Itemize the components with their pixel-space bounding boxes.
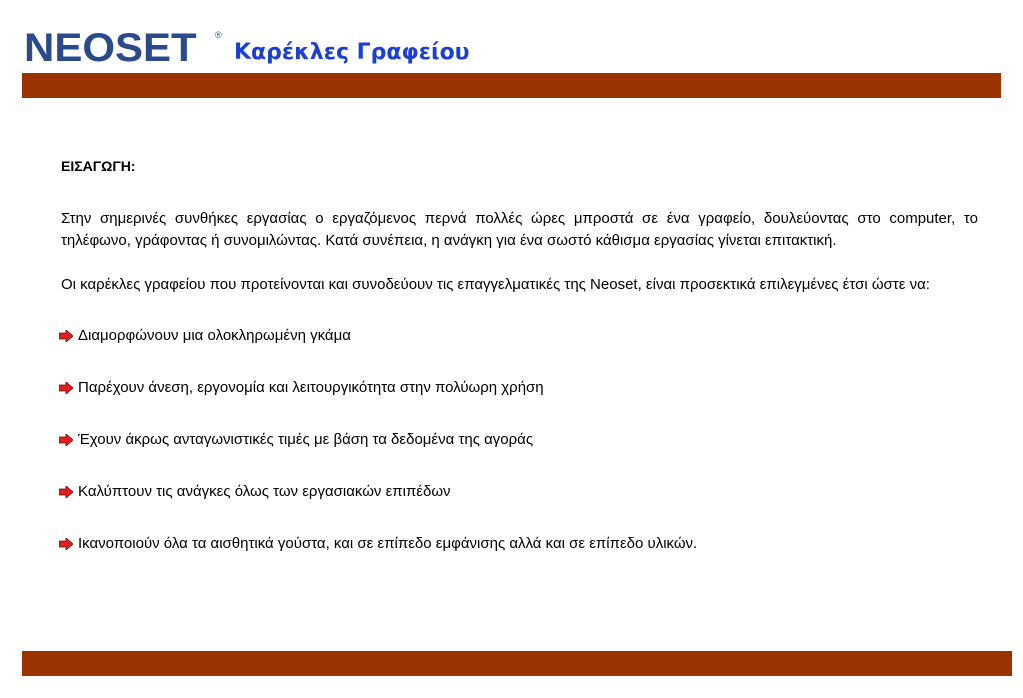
list-item-text: Έχουν άκρως ανταγωνιστικές τιμές με βάση τα δεδομένα της αγοράς — [78, 431, 534, 448]
section-heading: ΕΙΣΑΓΩΓΗ: — [61, 158, 136, 174]
list-item — [61, 429, 978, 451]
neoset-logo: NEOSET — [24, 26, 197, 70]
main-content — [61, 155, 978, 585]
header-bar — [22, 73, 1001, 98]
list-item-text: Παρέχουν άνεση, εργονομία και λειτουργικότητα στην πολύωρη χρήση — [78, 379, 544, 396]
page-title: Καρέκλες Γραφείου — [234, 40, 470, 65]
list-item — [61, 325, 978, 347]
list-item-text: Καλύπτουν τις ανάγκες όλως των εργασιακών επιπέδων — [78, 483, 451, 500]
list-item-text: Διαμορφώνουν μια ολοκληρωμένη γκάμα — [78, 327, 351, 344]
red-arrow-icon — [59, 434, 73, 446]
red-arrow-icon — [59, 538, 73, 550]
benefits-list — [61, 325, 978, 555]
red-arrow-icon — [59, 486, 73, 498]
list-item — [61, 481, 978, 503]
list-item — [61, 533, 978, 555]
selection-paragraph: Οι καρέκλες γραφείου που προτείνονται και συνοδεύουν τις επαγγελματικές της Neoset, είναι προσεκτικά επιλεγμένες έτσι ώστε να: — [61, 276, 930, 293]
intro-paragraph: Στην σημερινές συνθήκες εργασίας ο εργαζόμενος περνά πολλές ώρες μπροστά σε ένα γραφείο, δουλεύοντας στο computer, το τηλέφωνο, γράφοντας ή συνομιλώντας. Κατά συνέπεια, η ανάγκη για ένα σωστό κάθισμα εργασίας γίνεται επιτακτική. — [61, 210, 978, 249]
list-item-text: Ικανοποιούν όλα τα αισθητικά γούστα, και σε επίπεδο εμφάνισης αλλά και σε επίπεδο υλικών. — [78, 535, 698, 552]
red-arrow-icon — [59, 382, 73, 394]
footer-bar — [22, 651, 1012, 676]
red-arrow-icon — [59, 330, 73, 342]
list-item — [61, 377, 978, 399]
registered-mark: ® — [215, 30, 222, 40]
